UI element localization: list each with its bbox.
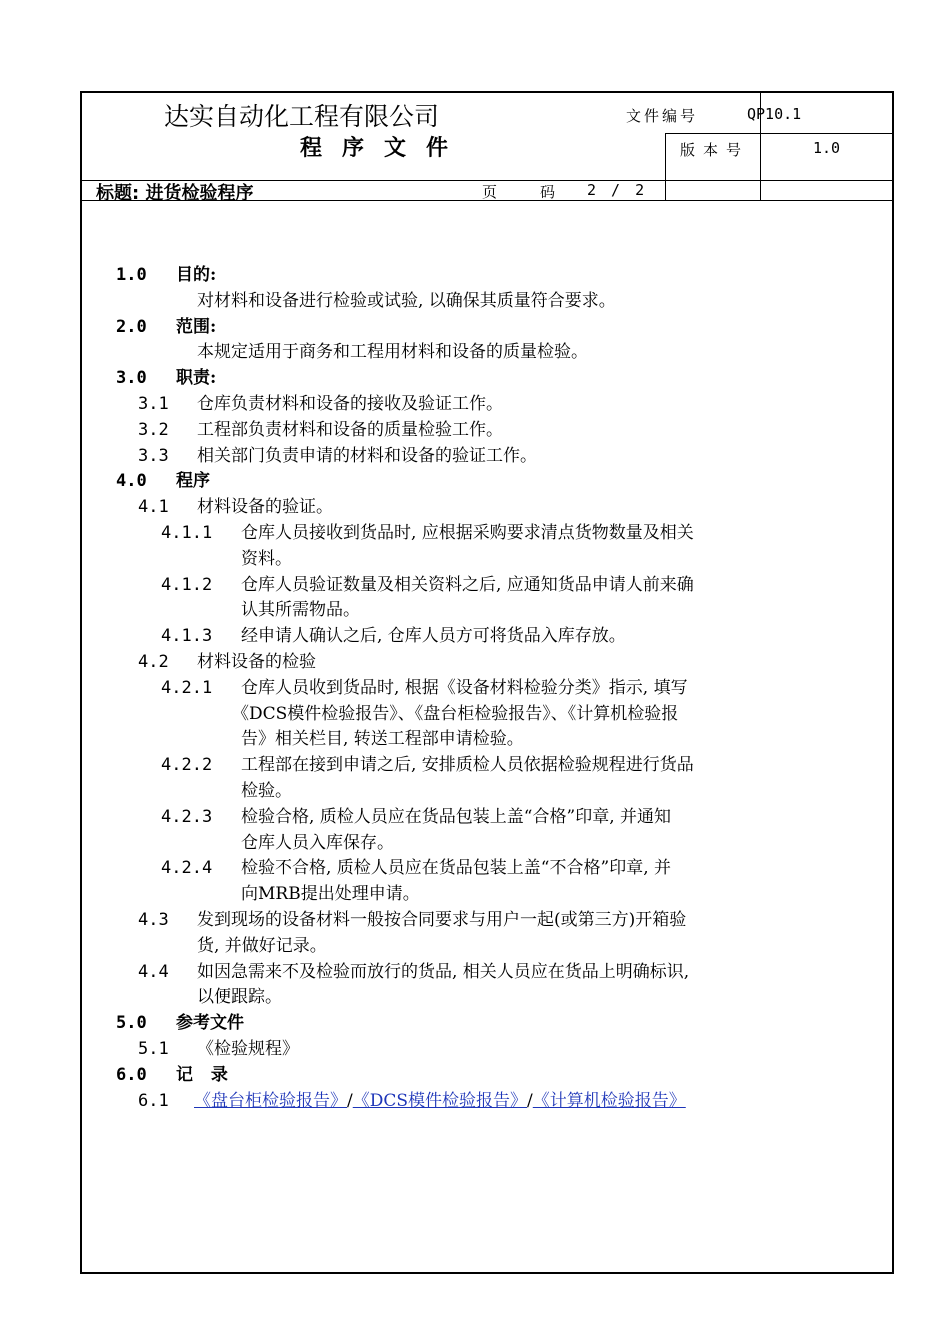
separator: /	[347, 1090, 353, 1111]
list-item-continued	[82, 702, 892, 728]
section-5	[82, 1011, 892, 1037]
list-item-continued	[82, 727, 892, 753]
item-text: 向MRB提出处理申请。	[241, 884, 420, 905]
list-item-continued	[82, 934, 892, 960]
section-number: 4.0	[116, 471, 147, 492]
item-number: 3.1	[138, 393, 169, 414]
section-number: 1.0	[116, 265, 147, 285]
item-text: 货, 并做好记录。	[197, 935, 327, 956]
item-text: 材料设备的验证。	[197, 497, 333, 518]
records-row	[82, 1089, 892, 1115]
item-text: 检验不合格, 质检人员应在货品包装上盖“不合格”印章, 并	[241, 858, 671, 879]
paragraph	[82, 289, 892, 315]
list-item	[82, 444, 892, 470]
list-item	[82, 573, 892, 599]
list-item-continued	[82, 831, 892, 857]
doc-title: 标题: 进货检验程序	[96, 183, 254, 204]
item-text: 仓库人员验证数量及相关资料之后, 应通知货品申请人前来确	[241, 574, 694, 595]
item-number: 4.2.3	[161, 806, 213, 827]
list-item	[82, 908, 892, 934]
version-label: 版本号	[680, 141, 750, 159]
section-6	[82, 1063, 892, 1089]
item-number: 5.1	[138, 1038, 169, 1059]
list-item	[82, 495, 892, 521]
doc-type: 程序文件	[300, 136, 469, 161]
document-body	[82, 263, 892, 1114]
item-number: 3.2	[138, 419, 169, 440]
section-number: 5.0	[116, 1013, 147, 1034]
item-text: 以便跟踪。	[197, 987, 282, 1008]
section-title: 参考文件	[176, 1013, 244, 1034]
list-item-continued	[82, 779, 892, 805]
item-text: 工程部在接到申请之后, 安排质检人员依据检验规程进行货品	[241, 755, 694, 776]
file-no-label: 文件编号	[626, 107, 699, 125]
item-number: 4.1.2	[161, 574, 213, 595]
item-number: 4.1.3	[161, 626, 213, 647]
page-label: 页 码	[482, 183, 570, 201]
link-panel-cabinet-report[interactable]: 《盘台柜检验报告》	[194, 1090, 347, 1111]
version-row-line	[665, 133, 892, 134]
list-item	[82, 418, 892, 444]
section-4	[82, 469, 892, 495]
section-title: 目的:	[176, 265, 217, 285]
list-item	[82, 856, 892, 882]
version: 1.0	[813, 139, 841, 157]
section-title: 范围:	[176, 316, 217, 337]
item-text: 发到现场的设备材料一般按合同要求与用户一起(或第三方)开箱验	[197, 909, 687, 930]
separator: /	[527, 1090, 533, 1111]
section-title: 职责:	[176, 368, 217, 389]
item-number: 4.2.4	[161, 858, 213, 879]
item-text: 仓库人员收到货品时, 根据《设备材料检验分类》指示, 填写	[241, 677, 688, 698]
item-text: 仓库人员接收到货品时, 应根据采购要求清点货物数量及相关	[241, 522, 694, 543]
section-number: 2.0	[116, 316, 147, 337]
item-text: 资料。	[241, 548, 292, 569]
link-dcs-module-report[interactable]: 《DCS模件检验报告》	[352, 1090, 528, 1111]
section-title: 程序	[176, 471, 210, 492]
item-text: 检验。	[241, 780, 292, 801]
item-text: 告》相关栏目, 转送工程部申请检验。	[241, 729, 524, 750]
list-item	[82, 392, 892, 418]
item-number: 4.1.1	[161, 522, 213, 543]
page-number: 2 / 2	[587, 181, 648, 199]
list-item	[82, 676, 892, 702]
item-text: 仓库人员入库保存。	[241, 832, 394, 853]
section-number: 6.0	[116, 1064, 147, 1085]
item-text: 仓库负责材料和设备的接收及验证工作。	[197, 393, 503, 414]
item-text: 认其所需物品。	[241, 600, 360, 621]
list-item-continued	[82, 882, 892, 908]
section-3	[82, 366, 892, 392]
section-title: 记 录	[176, 1064, 234, 1085]
document-frame	[80, 91, 894, 1274]
item-text: 材料设备的检验	[197, 651, 316, 672]
section-number: 3.0	[116, 368, 147, 389]
col-line-1	[665, 133, 666, 200]
section-2	[82, 315, 892, 341]
item-number: 6.1	[138, 1090, 169, 1111]
item-text: 检验合格, 质检人员应在货品包装上盖“合格”印章, 并通知	[241, 806, 671, 827]
list-item	[82, 805, 892, 831]
paragraph-text: 对材料和设备进行检验或试验, 以确保其质量符合要求。	[197, 290, 616, 311]
list-item-continued	[82, 598, 892, 624]
list-item	[82, 624, 892, 650]
list-item	[82, 960, 892, 986]
list-item	[82, 521, 892, 547]
list-item	[82, 650, 892, 676]
list-item	[82, 1037, 892, 1063]
link-computer-report[interactable]: 《计算机检验报告》	[532, 1090, 686, 1111]
item-number: 4.1	[138, 497, 169, 518]
item-text: 经申请人确认之后, 仓库人员方可将货品入库存放。	[241, 626, 626, 647]
paragraph	[82, 340, 892, 366]
company-name: 达实自动化工程有限公司	[164, 102, 440, 131]
list-item	[82, 753, 892, 779]
item-text: 《检验规程》	[197, 1038, 299, 1059]
item-text: 工程部负责材料和设备的质量检验工作。	[197, 419, 503, 440]
item-number: 4.3	[138, 909, 169, 930]
item-number: 4.2	[138, 651, 169, 672]
list-item-continued	[82, 547, 892, 573]
section-1	[82, 263, 892, 289]
item-number: 3.3	[138, 445, 169, 466]
item-number: 4.4	[138, 961, 169, 982]
item-text: 如因急需来不及检验而放行的货品, 相关人员应在货品上明确标识,	[197, 961, 690, 982]
item-number: 4.2.2	[161, 755, 213, 776]
item-text: 《DCS模件检验报告》、《盘台柜检验报告》、《计算机检验报	[232, 703, 679, 724]
item-text: 相关部门负责申请的材料和设备的验证工作。	[197, 445, 537, 466]
paragraph-text: 本规定适用于商务和工程用材料和设备的质量检验。	[197, 342, 588, 363]
item-number: 4.2.1	[161, 677, 213, 698]
list-item-continued	[82, 985, 892, 1011]
file-no: QP10.1	[747, 105, 802, 123]
